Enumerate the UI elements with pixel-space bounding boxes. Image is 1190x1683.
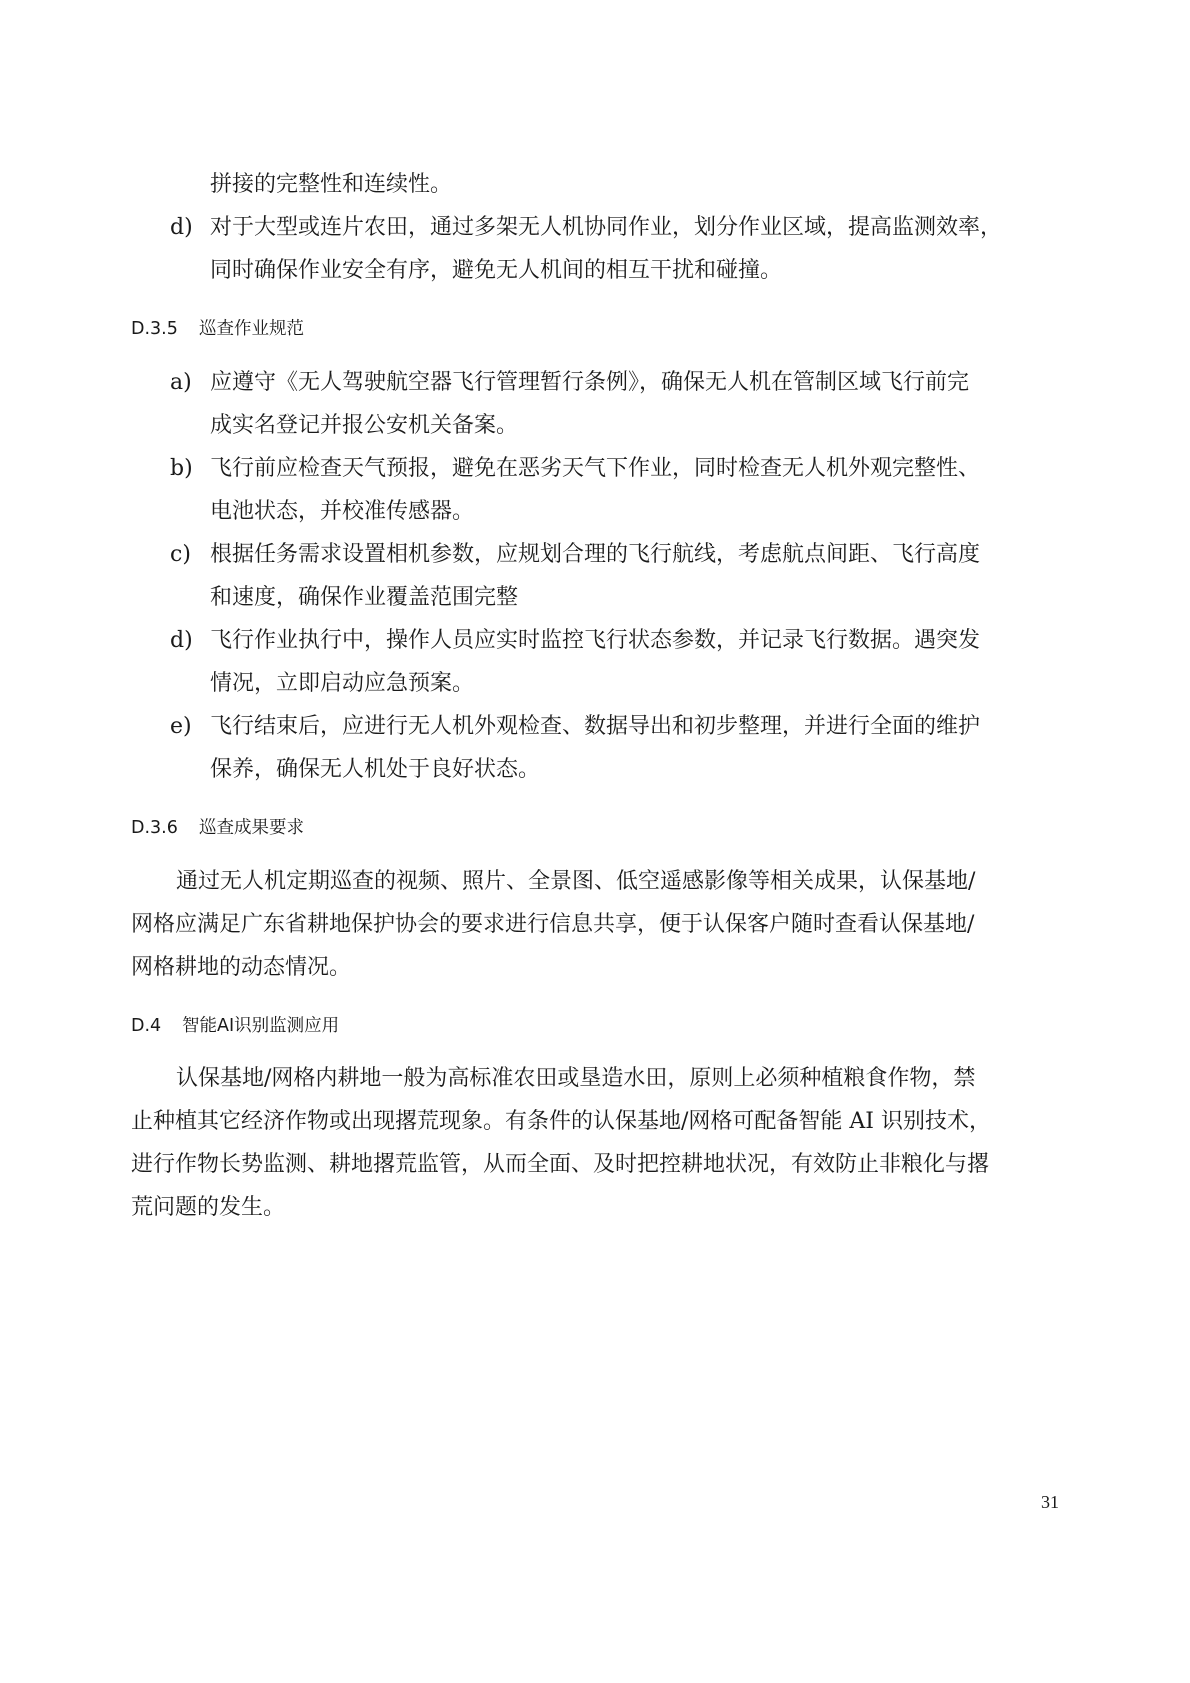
list-item-d2-line2: 情况，立即启动应急预案。 [210, 671, 475, 696]
list-item-c-line1: 根据任务需求设置相机参数，应规划合理的飞行航线，考虑航点间距、飞行高度 [210, 542, 981, 567]
paragraph-d4-line1: 认保基地/网格内耕地一般为高标准农田或垦造水田，原则上必须种植粮食作物，禁 [176, 1066, 976, 1091]
list-marker-d: d) [170, 215, 193, 240]
list-item-d2-line1: 飞行作业执行中，操作人员应实时监控飞行状态参数，并记录飞行数据。遇突发 [210, 628, 981, 653]
paragraph-d4-line4: 荒问题的发生。 [131, 1195, 286, 1220]
list-item-e-line1: 飞行结束后，应进行无人机外观检查、数据导出和初步整理，并进行全面的维护 [210, 714, 981, 739]
page-number: 31 [1041, 1492, 1059, 1512]
paragraph-d36-line3: 网格耕地的动态情况。 [131, 955, 352, 980]
list-item-d-line1: 对于大型或连片农田，通过多架无人机协同作业，划分作业区域，提高监测效率， [210, 215, 1003, 240]
list-item-c-continuation: 拼接的完整性和连续性。 [210, 172, 453, 197]
list-item-d-line2: 同时确保作业安全有序，避免无人机间的相互干扰和碰撞。 [210, 258, 783, 283]
list-item-a-line2: 成实名登记并报公安机关备案。 [210, 413, 519, 438]
section-title-d36: 巡查成果要求 [199, 818, 304, 838]
list-item-b-line1: 飞行前应检查天气预报，避免在恶劣天气下作业，同时检查无人机外观完整性、 [210, 456, 981, 481]
list-marker-b: b) [170, 456, 193, 481]
section-number-d4: D.4 [131, 1016, 162, 1036]
list-item-c-line2: 和速度，确保作业覆盖范围完整 [210, 585, 519, 610]
list-marker-e: e) [170, 714, 192, 739]
paragraph-d36-line2: 网格应满足广东省耕地保护协会的要求进行信息共享，便于认保客户随时查看认保基地/ [131, 912, 975, 937]
section-number-d35: D.3.5 [131, 319, 178, 339]
list-item-b-line2: 电池状态，并校准传感器。 [210, 499, 475, 524]
section-title-d4: 智能AI识别监测应用 [182, 1016, 340, 1036]
list-marker-c: c) [170, 542, 191, 567]
list-item-a-line1: 应遵守《无人驾驶航空器飞行管理暂行条例》，确保无人机在管制区域飞行前完 [210, 370, 970, 395]
list-marker-d2: d) [170, 628, 193, 653]
section-title-d35: 巡查作业规范 [199, 319, 304, 339]
section-number-d36: D.3.6 [131, 818, 178, 838]
paragraph-d4-line3: 进行作物长势监测、耕地撂荒监管，从而全面、及时把控耕地状况，有效防止非粮化与撂 [131, 1152, 990, 1177]
list-marker-a: a) [170, 370, 192, 395]
paragraph-d4-line2: 止种植其它经济作物或出现撂荒现象。有条件的认保基地/网格可配备智能 AI 识别技术， [131, 1109, 991, 1134]
list-item-e-line2: 保养，确保无人机处于良好状态。 [210, 757, 541, 782]
paragraph-d36-line1: 通过无人机定期巡查的视频、照片、全景图、低空遥感影像等相关成果，认保基地/ [176, 869, 976, 894]
